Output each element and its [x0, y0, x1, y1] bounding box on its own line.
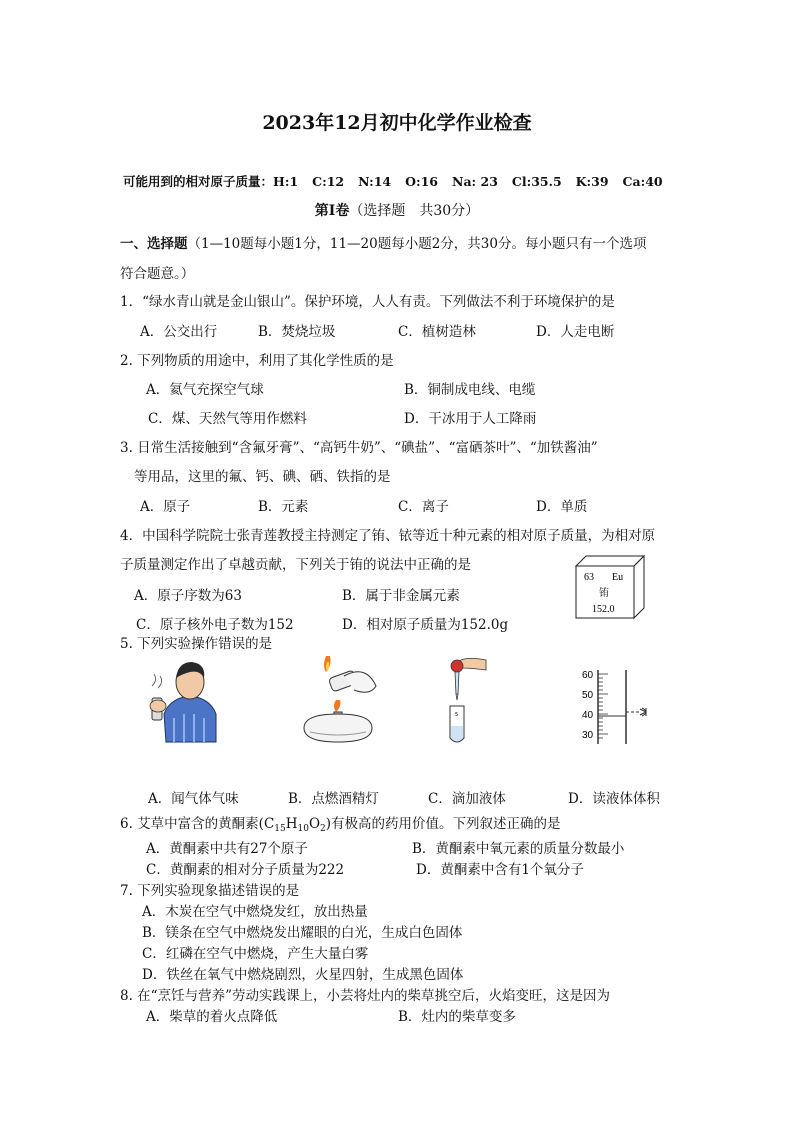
formula-o: O: [308, 816, 321, 832]
q7-option-c: C．红磷在空气中燃烧，产生大量白雾: [142, 946, 369, 962]
q4-option-b: B．属于非金属元素: [342, 588, 460, 604]
q4-option-a: A．原子序数为63: [134, 588, 242, 604]
q5-stem: 5. 下列实验操作错误的是: [120, 636, 273, 652]
formula-sub-h: 10: [297, 824, 309, 834]
q1-option-a: A．公交出行: [140, 324, 218, 340]
section-intro: [120, 232, 646, 252]
q3-stem: 3. 日常生活接触到“含氟牙膏”、“高钙牛奶”、“碘盐”、“富硒茶叶”、“加铁酱油”: [120, 440, 598, 456]
formula-sub-c: 15: [274, 824, 286, 834]
mass-cl: Cl:35.5: [511, 174, 562, 189]
q1-option-c: C．植树造林: [398, 324, 476, 340]
volume-heading: [0, 200, 794, 220]
q7-option-a: A．木炭在空气中燃烧发红，放出热量: [142, 904, 368, 920]
q2-stem: 2. 下列物质的用途中，利用了其化学性质的是: [120, 353, 394, 369]
element-card: [572, 552, 648, 622]
q7-option-b: B．镁条在空气中燃烧发出耀眼的白光，生成白色固体: [142, 925, 463, 941]
smell-gas-figure: [144, 656, 224, 746]
q6-option-a: A．黄酮素中共有27个原子: [146, 841, 308, 857]
element-name: 铕: [599, 588, 609, 599]
mass-n: N:14: [358, 174, 392, 189]
volume-part: 第Ⅰ卷: [314, 203, 350, 219]
q6-option-b: B．黄酮素中氧元素的质量分数最小: [412, 841, 625, 857]
q1-option-b: B．焚烧垃圾: [258, 324, 336, 340]
q3-option-a: A．原子: [140, 499, 191, 515]
mass-c: C:12: [312, 174, 345, 189]
q7-option-d: D．铁丝在氧气中燃烧剧烈，火星四射，生成黑色固体: [142, 967, 464, 983]
q3-option-c: C．离子: [398, 499, 449, 515]
q4-stem-cont: 子质量测定作出了卓越贡献，下列关于铕的说法中正确的是: [120, 557, 471, 573]
section-intro-text: （1—10题每小题1分，11—20题每小题2分，共30分。每小题只有一个选项: [187, 236, 647, 252]
q3-stem-cont: 等用品，这里的氟、钙、碘、硒、铁指的是: [134, 469, 391, 485]
mass-ca: Ca:40: [622, 174, 663, 189]
q2-option-c: C．煤、天然气等用作燃料: [148, 411, 307, 427]
alcohol-lamp-figure: [296, 652, 380, 744]
q7-stem: 7. 下列实验现象描述错误的是: [120, 883, 300, 899]
q6-stem: [120, 812, 561, 834]
q5-option-a: A．闻气体气味: [148, 791, 239, 807]
q2-option-a: A．氦气充探空气球: [146, 382, 264, 398]
formula-sub-o: 2: [320, 824, 326, 834]
q4-stem: 4．中国科学院院士张青莲教授主持测定了铕、铱等近十种元素的相对原子质量，为相对原: [120, 528, 656, 544]
q6-stem-pre: 6. 艾草中富含的黄酮素(C: [120, 816, 275, 832]
q3-option-b: B．元素: [258, 499, 309, 515]
q2-option-d: D．干冰用于人工降雨: [404, 411, 537, 427]
section-intro-cont: 符合题意。）: [120, 266, 195, 282]
section-heading: 一、选择题: [120, 236, 188, 252]
q5-option-b: B．点燃酒精灯: [288, 791, 379, 807]
cylinder-tick-label: 60: [582, 670, 594, 681]
q6-stem-post: )有极高的药用价值。下列叙述正确的是: [325, 816, 561, 832]
q3-option-d: D．单质: [536, 499, 588, 515]
cylinder-tick-label: 30: [582, 730, 594, 741]
q8-stem: 8. 在“烹饪与营养”劳动实践课上，小芸将灶内的柴草挑空后，火焰变旺，这是因为: [120, 988, 610, 1004]
page-title: 2023年12月初中化学作业检查: [262, 112, 532, 134]
q6-option-d: D．黄酮素中含有1个氧分子: [416, 862, 584, 878]
q8-option-b: B．灶内的柴草变多: [398, 1009, 516, 1025]
element-symbol: Eu: [612, 572, 624, 583]
q2-option-b: B．铜制成电线、电缆: [404, 382, 536, 398]
q6-option-c: C．黄酮素的相对分子质量为222: [146, 862, 345, 878]
svg-text:5: 5: [455, 712, 459, 718]
atomic-masses-label: 可能用到的相对原子质量：: [123, 174, 274, 189]
element-number: 63: [584, 572, 594, 583]
volume-desc: （选择题 共30分）: [349, 203, 480, 219]
formula-h: H: [285, 816, 298, 832]
q4-option-d: D．相对原子质量为152.0g: [342, 617, 509, 633]
cylinder-tick-label: 40: [582, 710, 594, 721]
q8-option-a: A．柴草的着火点降低: [146, 1009, 278, 1025]
q1-option-d: D．人走电断: [536, 324, 615, 340]
cylinder-tick-label: 50: [582, 690, 594, 701]
graduated-cylinder-figure: [574, 668, 664, 748]
q1-stem: 1．“绿水青山就是金山银山”。保护环境，人人有责。下列做法不利于环境保护的是: [120, 294, 615, 310]
dropper-figure: [440, 654, 490, 746]
q5-option-d: D．读液体体积: [568, 791, 660, 807]
q5-option-c: C．滴加液体: [428, 791, 506, 807]
element-mass: 152.0: [592, 604, 615, 615]
mass-na: Na: 23: [452, 174, 498, 189]
mass-k: K:39: [575, 174, 609, 189]
q4-option-c: C．原子核外电子数为152: [136, 617, 294, 633]
mass-h: H:1: [273, 174, 299, 189]
mass-o: O:16: [405, 174, 439, 189]
atomic-masses: [123, 172, 663, 190]
